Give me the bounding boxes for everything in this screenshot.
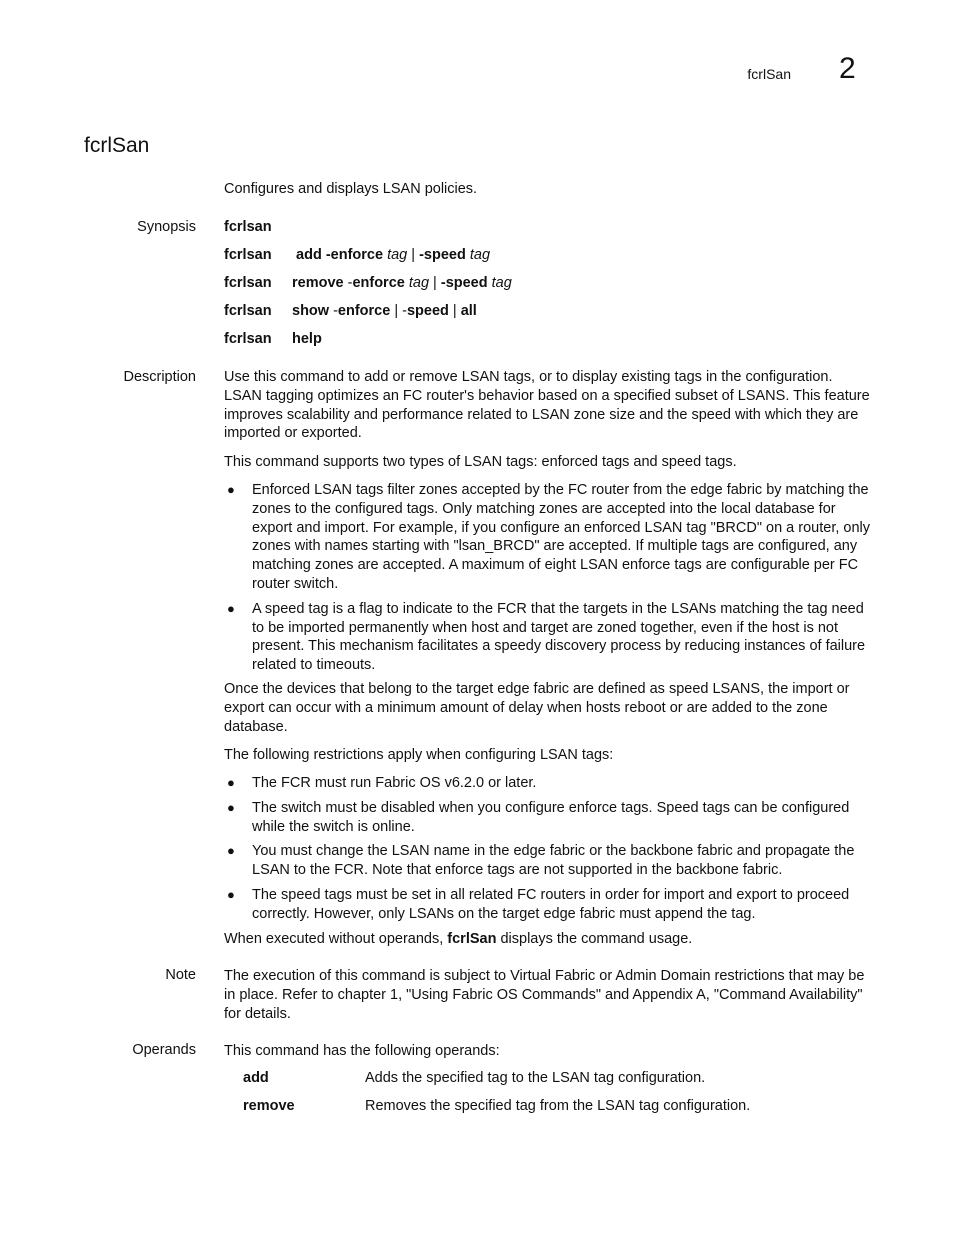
synopsis-command: fcrlsan xyxy=(224,275,272,291)
synopsis-token: | xyxy=(407,247,420,263)
synopsis-line xyxy=(224,247,490,263)
operands-intro: This command has the following operands: xyxy=(224,1043,500,1059)
description-paragraph-3: Once the devices that belong to the target edge fabric are defined as speed LSANS, the import or export can occur with a minimum amount of delay when hosts reboot or are added to the zone database. xyxy=(224,681,850,735)
synopsis-label: Synopsis xyxy=(137,219,196,235)
note-text: The execution of this command is subject to Virtual Fabric or Admin Domain restrictions that may be in place. Refer to chapter 1, "Using Fabric OS Commands" and Appendix A, "Command Availability" for details. xyxy=(224,968,865,1022)
synopsis-token: add xyxy=(292,247,322,263)
synopsis-line xyxy=(224,219,292,235)
synopsis-token: tag xyxy=(465,247,491,263)
list-item: ● The speed tags must be set in all related FC routers in order for import and export to proceed correctly. However, only LSANs on the target edge fabric must append the tag. xyxy=(227,886,850,922)
synopsis-token: speed xyxy=(406,303,449,319)
synopsis-command: fcrlsan xyxy=(224,219,272,235)
operand-name-remove: remove xyxy=(243,1098,295,1114)
synopsis-token: -enforce xyxy=(321,247,384,263)
description-paragraph-4: The following restrictions apply when configuring LSAN tags: xyxy=(224,747,614,763)
list-item: ● You must change the LSAN name in the edge fabric or the backbone fabric and propagate the LSAN to the FCR. Note that enforce tags are not supported in the backbone fabric. xyxy=(227,843,855,879)
operand-desc-remove: Removes the specified tag from the LSAN tag configuration. xyxy=(365,1098,751,1114)
synopsis-token: - xyxy=(329,303,338,319)
synopsis-token: -speed xyxy=(440,275,488,291)
page-title: fcrlSan xyxy=(84,134,150,157)
synopsis-line xyxy=(224,331,322,347)
synopsis-command: fcrlsan xyxy=(224,303,272,319)
description-paragraph-1: Use this command to add or remove LSAN tags, or to display existing tags in the configuration. LSAN tagging optimizes an FC router's behavior based on a specified subset of LSANS. This feature improves scalability and performance related to LSAN zone size and the speed with which they are imported or exported. xyxy=(224,369,870,442)
synopsis-token: help xyxy=(292,331,322,347)
synopsis-line xyxy=(224,275,512,291)
synopsis-command: fcrlsan xyxy=(224,247,272,263)
synopsis-token: all xyxy=(460,303,477,319)
description-label: Description xyxy=(123,369,196,385)
list-item: ● Enforced LSAN tags filter zones accepted by the FC router from the edge fabric by matching the zones to the configured tags. Only matching zones are accepted into the local database for export and import. For example, if you configure an enforced LSAN tag "BRCD" on a router, only zones with names starting with "lsan_BRCD" are accepted. If multiple tags are configured, any matching zones are accepted. A maximum of eight LSAN enforce tags are configurable per FC router switch. xyxy=(227,482,870,592)
running-header-title: fcrlSan xyxy=(747,66,791,82)
operands-label: Operands xyxy=(132,1042,196,1058)
synopsis-token: show xyxy=(292,303,330,319)
bullet-icon: ● xyxy=(227,600,235,616)
synopsis-token: enforce xyxy=(337,303,391,319)
synopsis-token: enforce xyxy=(352,275,405,291)
synopsis-arguments xyxy=(292,247,490,263)
synopsis-arguments xyxy=(292,303,477,319)
description-paragraph-2: This command supports two types of LSAN tags: enforced tags and speed tags. xyxy=(224,454,737,470)
intro-text: Configures and displays LSAN policies. xyxy=(224,181,478,197)
synopsis-token: -speed xyxy=(419,247,466,263)
bullet-icon: ● xyxy=(227,482,235,497)
synopsis-command: fcrlsan xyxy=(224,331,272,347)
synopsis-token: | xyxy=(448,303,461,319)
bullet-icon: ● xyxy=(227,886,235,902)
synopsis-line xyxy=(224,303,477,319)
bullet-icon: ● xyxy=(227,799,235,815)
chapter-number: 2 xyxy=(839,52,856,85)
list-item: ● A speed tag is a flag to indicate to the FCR that the targets in the LSANs matching the tag need to be imported permanently when host and target are zoned together, even if the host is not present. This mechanism facilitates a speedy discovery process by reducing instances of failure related to timeouts. xyxy=(227,600,866,674)
synopsis-token: | - xyxy=(390,303,407,319)
list-item: ● The FCR must run Fabric OS v6.2.0 or later. xyxy=(227,775,537,791)
synopsis-token: tag xyxy=(404,275,430,291)
operand-desc-add: Adds the specified tag to the LSAN tag configuration. xyxy=(365,1070,706,1086)
note-label: Note xyxy=(165,967,196,983)
restrictions-list xyxy=(224,774,870,924)
synopsis-token: tag xyxy=(383,247,408,263)
tag-types-list xyxy=(224,481,870,675)
description-paragraph-5: When executed without operands, fcrlSan displays the command usage. xyxy=(224,931,693,947)
synopsis-token: tag xyxy=(487,275,512,291)
list-item: ● The switch must be disabled when you configure enforce tags. Speed tags can be configured while the switch is online. xyxy=(227,799,850,835)
synopsis-token: - xyxy=(343,275,353,291)
synopsis-arguments xyxy=(292,331,322,347)
synopsis-arguments xyxy=(292,275,512,291)
synopsis-token: | xyxy=(429,275,441,291)
bullet-icon: ● xyxy=(227,843,235,859)
bullet-icon: ● xyxy=(227,775,235,790)
operand-name-add: add xyxy=(243,1070,269,1086)
command-name: fcrlSan xyxy=(447,931,497,947)
synopsis-token: remove xyxy=(292,275,344,291)
